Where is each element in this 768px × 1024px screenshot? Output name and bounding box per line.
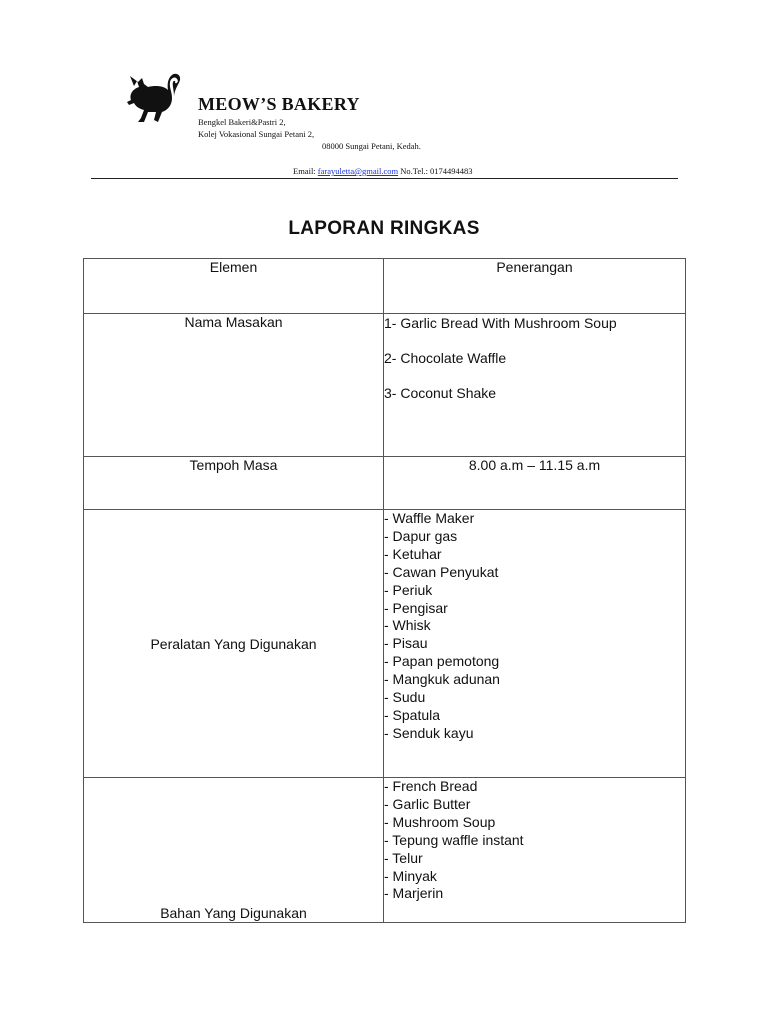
report-title: LAPORAN RINGKAS bbox=[288, 218, 480, 239]
black-cat-icon bbox=[124, 72, 182, 124]
list-item: 1- Garlic Bread With Mushroom Soup bbox=[384, 315, 617, 331]
list-item: 2- Chocolate Waffle bbox=[384, 350, 507, 366]
table-row bbox=[84, 778, 686, 923]
table-header-row bbox=[84, 259, 686, 314]
phone-number: No.Tel.: 0174494483 bbox=[400, 166, 473, 176]
address-line-1: Bengkel Bakeri&Pastri 2, bbox=[198, 117, 286, 127]
bahan-list bbox=[384, 778, 686, 923]
tempoh-masa-value: 8.00 a.m – 11.15 a.m bbox=[384, 457, 686, 510]
header-divider bbox=[91, 178, 678, 179]
list-item: - Spatula bbox=[384, 706, 441, 723]
list-item: - Waffle Maker bbox=[384, 510, 475, 526]
header-penerangan: Penerangan bbox=[384, 259, 686, 314]
list-item: - Garlic Butter bbox=[384, 795, 471, 812]
list-item: - Papan pemotong bbox=[384, 653, 500, 670]
tempoh-masa-label: Tempoh Masa bbox=[84, 457, 384, 510]
address-line-3: 08000 Sungai Petani, Kedah. bbox=[322, 141, 421, 151]
list-item: - Whisk bbox=[384, 617, 431, 634]
list-item: - Tepung waffle instant bbox=[384, 831, 524, 848]
list-item: - Ketuhar bbox=[384, 545, 442, 562]
list-item: - Dapur gas bbox=[384, 527, 458, 544]
list-item: - Mangkuk adunan bbox=[384, 671, 500, 688]
list-item: - Mushroom Soup bbox=[384, 813, 496, 830]
nama-masakan-label: Nama Masakan bbox=[84, 314, 384, 457]
list-item: - French Bread bbox=[384, 778, 478, 794]
table-row bbox=[84, 510, 686, 778]
list-item: - Cawan Penyukat bbox=[384, 563, 499, 580]
list-item: - Pengisar bbox=[384, 599, 448, 616]
peralatan-list bbox=[384, 510, 686, 778]
bahan-label: Bahan Yang Digunakan bbox=[84, 778, 384, 923]
list-item: - Minyak bbox=[384, 867, 437, 884]
list-item: - Pisau bbox=[384, 635, 428, 652]
letterhead bbox=[0, 0, 768, 190]
email-link[interactable]: farayuletta@gmail.com bbox=[317, 166, 399, 176]
header-elemen: Elemen bbox=[84, 259, 384, 314]
contact-line bbox=[293, 166, 473, 176]
address-line-2: Kolej Vokasional Sungai Petani 2, bbox=[198, 129, 315, 139]
nama-masakan-list bbox=[384, 314, 686, 457]
list-item: - Telur bbox=[384, 849, 423, 866]
list-item: - Sudu bbox=[384, 689, 426, 706]
table-row bbox=[84, 314, 686, 457]
list-item: - Senduk kayu bbox=[384, 724, 474, 741]
email-label: Email: bbox=[293, 166, 316, 176]
list-item: - Periuk bbox=[384, 581, 433, 598]
summary-table bbox=[83, 258, 686, 923]
list-item: 3- Coconut Shake bbox=[384, 385, 497, 401]
table-row bbox=[84, 457, 686, 510]
list-item: - Marjerin bbox=[384, 885, 444, 902]
bakery-name: MEOW’S BAKERY bbox=[198, 94, 360, 114]
peralatan-label: Peralatan Yang Digunakan bbox=[84, 510, 384, 778]
